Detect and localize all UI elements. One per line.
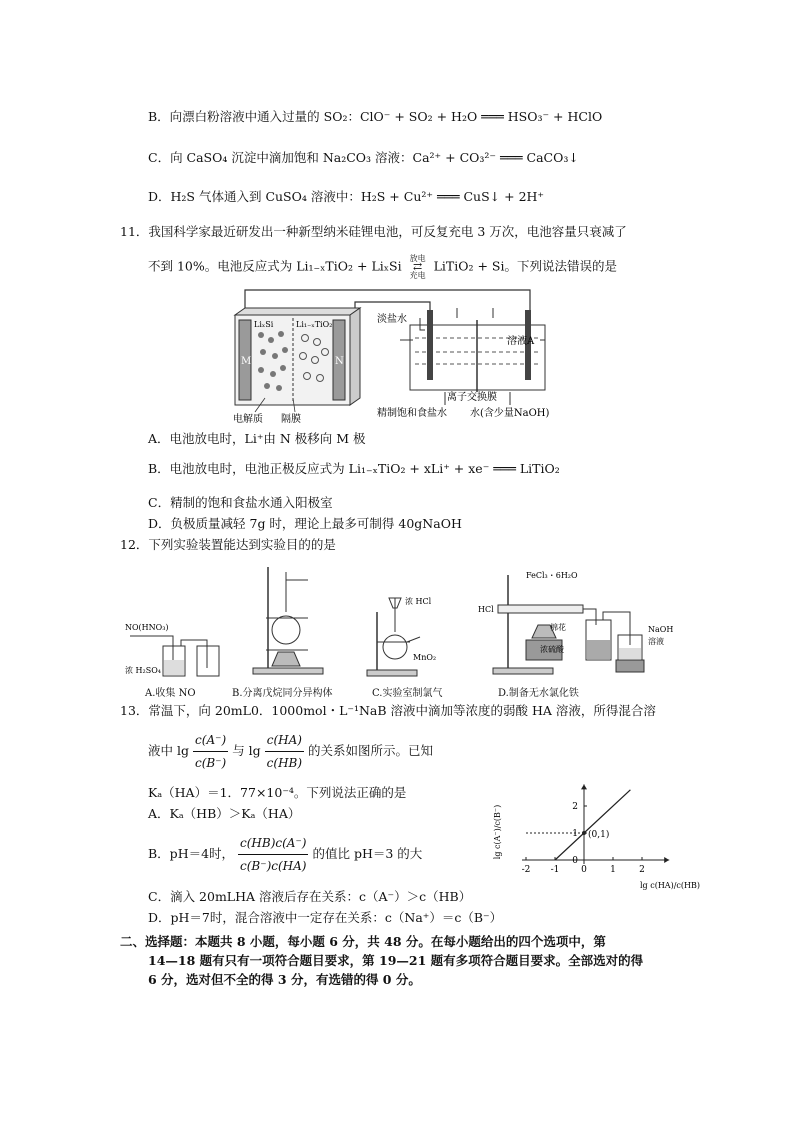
q13-option-d: D．pH＝7时，混合溶液中一定存在关系：c（Na⁺）＝c（B⁻）	[148, 910, 503, 925]
label-cotton: 棉花	[550, 623, 566, 632]
q11-stem-part-b: LiTiO₂ + Si。下列说法错误的是	[433, 258, 617, 274]
section2-line2: 14—18 题有只有一项符合题目要求，第 19—21 题有多项符合题目要求。全部选对的得	[148, 953, 644, 968]
caption-a: A.收集 NO	[145, 688, 196, 699]
label-solution: 溶液	[648, 637, 664, 646]
q11-option-b: B．电池放电时，电池正极反应式为 Li₁₋ₓTiO₂ + xLi⁺ + xe⁻ ═══ LiTiO₂	[148, 461, 560, 476]
apparatus-a-figure	[125, 618, 225, 680]
q13-stem-line1: 13．常温下，向 20mL0．1000mol・L⁻¹NaB 溶液中滴加等浓度的弱酸 HA 溶液，所得混合溶	[120, 703, 656, 718]
label-fecl3: FeCl₃・6H₂O	[526, 571, 578, 580]
x-tick-label: 1	[610, 865, 616, 875]
q13-stem-line2	[148, 729, 433, 774]
label-naoh: NaOH	[648, 625, 674, 634]
label-hcl: HCl	[478, 605, 494, 614]
fraction-ka-denominator: c(B⁻)c(HA)	[240, 859, 307, 873]
label-litio2: Li₁₋ₓTiO₂	[296, 320, 333, 329]
fraction-ka-ratio	[238, 832, 308, 877]
q13-chart	[492, 760, 700, 905]
chart-axes	[522, 784, 669, 864]
anode-rod	[427, 310, 433, 380]
apparatus-b-figure	[238, 562, 328, 680]
chart-ylabel	[493, 805, 502, 859]
label-electrolyte: 电解质	[233, 414, 263, 425]
section2-line1: 二、选择题：本题共 8 小题，每小题 6 分，共 48 分。在每小题给出的四个选项中，第	[120, 934, 606, 949]
y-axis-arrow	[581, 784, 587, 789]
label-dilute-salt-water: 淡盐水	[377, 314, 407, 325]
q11-option-a: A．电池放电时，Li⁺由 N 极移向 M 极	[148, 431, 366, 446]
label-brine: 精制饱和食盐水	[377, 408, 447, 419]
label-separator: 隔膜	[281, 414, 301, 425]
label-conc-h2so4: 浓 H₂SO₄	[125, 666, 161, 675]
series-line	[555, 790, 630, 860]
x-tick-label: 2	[639, 865, 645, 875]
fraction-a-over-b	[193, 729, 228, 774]
q10-option-c: C．向 CaSO₄ 沉淀中滴加饱和 Na₂CO₃ 溶液：Ca²⁺ + CO₃²⁻ ═══ CaCO₃↓	[148, 150, 579, 165]
y-tick-label: 1	[572, 829, 578, 839]
apparatus-d-figure	[478, 570, 673, 680]
q11-stem-part-a: 不到 10%。电池反应式为 Li₁₋ₓTiO₂ + LiₓSi	[148, 258, 402, 274]
x-tick-label: 0	[581, 865, 587, 875]
x-tick-label: -1	[550, 865, 560, 875]
x-axis-arrow	[664, 857, 669, 863]
point-0-1	[582, 831, 586, 835]
q13-option-b-part2: 的值比 pH＝3 的大	[312, 846, 423, 861]
q13-option-c: C．滴入 20mLHA 溶液后存在关系：c（A⁻）＞c（HB）	[148, 889, 472, 904]
fraction-a-numerator: c(A⁻)	[193, 729, 228, 752]
chart-ticks	[522, 802, 645, 875]
double-arrow-icon: ⇄	[412, 260, 423, 273]
battery-electrolysis-figure	[225, 280, 555, 425]
q10-option-d: D．H₂S 气体通入到 CuSO₄ 溶液中：H₂S + Cu²⁺ ═══ CuS↓ + 2H⁺	[148, 189, 545, 204]
q12-stem: 12．下列实验装置能达到实验目的的是	[120, 537, 336, 552]
caption-d: D.制备无水氯化铁	[498, 688, 579, 699]
caption-b: B.分离戊烷同分异构体	[232, 688, 333, 699]
label-n: N	[335, 356, 344, 367]
x-tick-label: -2	[521, 865, 531, 875]
fraction-ka-numerator: c(HB)c(A⁻)	[238, 832, 308, 855]
arrow-charge-label: 充电	[409, 271, 426, 280]
fraction-a-denominator: c(B⁻)	[194, 756, 227, 770]
arrow-discharge-label: 放电	[409, 254, 426, 263]
label-conc-hcl: 浓 HCl	[405, 597, 432, 606]
q11-option-c: C．精制的饱和食盐水通入阳极室	[148, 495, 333, 510]
fraction-ha-over-hb	[265, 729, 304, 774]
label-solution-a: 溶液A	[507, 336, 535, 347]
reversible-arrow	[410, 254, 426, 280]
chart-annotation: (0,1)	[588, 830, 610, 840]
fraction-ha-numerator: c(HA)	[265, 729, 304, 752]
q13-option-b	[148, 832, 422, 877]
label-m: M	[241, 356, 252, 367]
label-lixsi: LiₓSi	[254, 320, 274, 329]
chart-series	[526, 790, 630, 860]
label-no-hno3: NO(HNO₃)	[125, 623, 169, 632]
q13-stem2-part-b: 与 lg	[232, 743, 261, 758]
caption-c: C.实验室制氯气	[372, 688, 443, 699]
q13-stem-line3: Kₐ（HA）＝1．77×10⁻⁴。下列说法正确的是	[148, 785, 407, 800]
label-mno2: MnO₂	[413, 653, 437, 662]
q13-stem2-part-a: 液中 lg	[148, 743, 189, 758]
q11-option-d: D．负极质量减轻 7g 时，理论上最多可制得 40gNaOH	[148, 516, 462, 531]
y-tick-label: 0	[572, 856, 578, 866]
label-conc-sulfuric: 浓硫酸	[540, 645, 564, 654]
q13-option-a: A．Kₐ（HB）＞Kₐ（HA）	[148, 806, 301, 821]
section2-line3: 6 分，选对但不全的得 3 分，有选错的得 0 分。	[148, 972, 421, 987]
label-ion-exchange-membrane: 离子交换膜	[447, 392, 497, 403]
q10-option-b: B．向漂白粉溶液中通入过量的 SO₂：ClO⁻ + SO₂ + H₂O ═══ HSO₃⁻ + HClO	[148, 109, 603, 124]
q13-option-b-part1: B．pH＝4时，	[148, 846, 235, 861]
ylabel-text: lg c(A⁻)/c(B⁻)	[493, 804, 502, 860]
xlabel-text: lg c(HA)/c(HB)	[640, 881, 700, 890]
label-water: 水(含少量NaOH)	[470, 408, 550, 419]
battery-cell	[235, 308, 360, 412]
electrolysis-cell	[400, 308, 545, 405]
fraction-hb-denominator: c(HB)	[266, 756, 303, 770]
q11-stem-line2	[148, 254, 617, 280]
q13-stem2-part-c: 的关系如图所示。已知	[308, 743, 434, 758]
y-tick-label: 2	[572, 802, 578, 812]
apparatus-c-figure	[365, 592, 460, 680]
q11-stem-line1: 11．我国科学家最近研发出一种新型纳米硅锂电池，可反复充电 3 万次，电池容量只衰减了	[120, 224, 627, 239]
